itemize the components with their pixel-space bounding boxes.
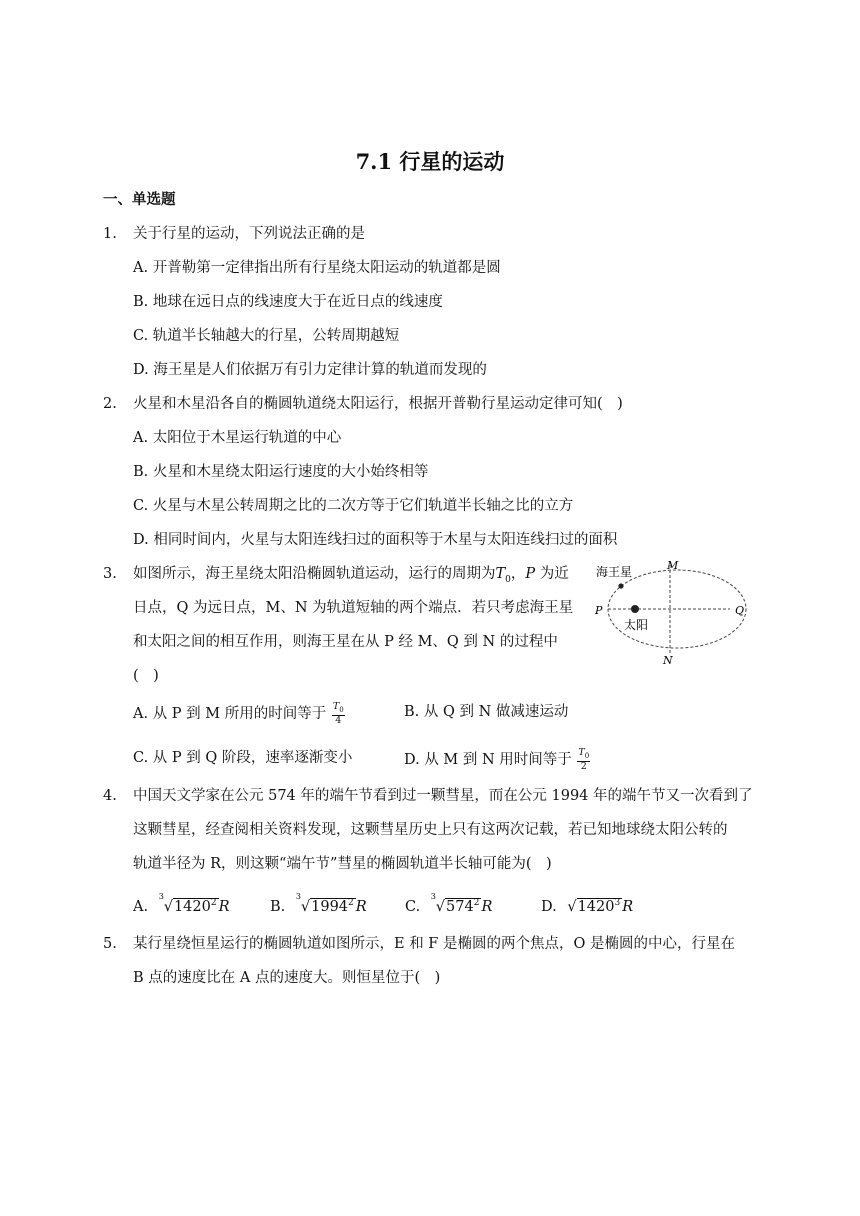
q3-option-a <box>133 702 345 726</box>
q5-line-1: 某行星绕恒星运行的椭圆轨道如图所示，E 和 F 是椭圆的两个焦点，O 是椭圆的中心，行星在 <box>133 936 735 952</box>
q3-line-1-text: 如图所示，海王星绕太阳沿椭圆轨道运动，运行的周期为 <box>133 566 496 582</box>
label-p: P <box>595 604 603 617</box>
q4-option-d-label: D. <box>541 898 557 915</box>
q1-option-d: D. 海王星是人们依据万有引力定律计算的轨道而发现的 <box>133 362 487 378</box>
q4-line-2: 这颗彗星，经查阅相关资料发现，这颗彗星历史上只有这两次记载，若已知地球绕太阳公转的 <box>133 822 728 838</box>
q4-line-3: 轨道半径为 R，则这颗“端午节”彗星的椭圆轨道半长轴可能为( ) <box>133 856 552 872</box>
q2-option-d: D. 相同时间内，火星与太阳连线扫过的面积等于木星与太阳连线扫过的面积 <box>133 532 618 548</box>
q4-option-a-label: A. <box>133 898 149 915</box>
q3-option-b: B. 从 Q 到 N 做减速运动 <box>404 704 569 720</box>
q4-option-b: B. 3 √1994$^2$ R <box>270 892 367 915</box>
q3-option-d <box>404 748 590 772</box>
q3-period-symbol: T <box>495 566 506 582</box>
q3-option-d-text: D. 从 M 到 N 用时间等于 <box>404 751 572 768</box>
q3-line-1 <box>133 564 569 590</box>
q3-option-d-fraction: $\frac{T_0}{2}$ <box>578 747 590 772</box>
q1-stem: 关于行星的运动，下列说法正确的是 <box>133 226 365 242</box>
q2-stem: 火星和木星沿各自的椭圆轨道绕太阳运行，根据开普勒行星运动定律可知( ) <box>133 396 623 412</box>
q4-option-b-label: B. <box>270 898 286 915</box>
q3-option-a-fraction: $\frac{T_0}{4}$ <box>332 701 344 726</box>
section-heading: 一、单选题 <box>103 191 176 208</box>
label-m: M <box>667 559 679 572</box>
q5-line-2: B 点的速度比在 A 点的速度大。则恒星位于( ) <box>133 970 441 986</box>
q3-line-4: ( ) <box>133 668 159 684</box>
orbit-diagram <box>590 557 760 665</box>
label-q: Q <box>735 604 745 617</box>
q1-option-b: B. 地球在远日点的线速度大于在近日点的线速度 <box>133 294 443 310</box>
q3-option-a-text: A. 从 P 到 M 所用的时间等于 <box>133 705 327 722</box>
neptune-dot <box>618 583 623 588</box>
q3-point-p: P <box>525 566 536 582</box>
q3-number: 3. <box>103 566 117 582</box>
q3-line-3: 和太阳之间的相互作用，则海王星在从 P 经 M、Q 到 N 的过程中 <box>133 634 558 650</box>
q1-number: 1. <box>103 226 117 242</box>
q2-number: 2. <box>103 396 117 412</box>
sun-dot <box>631 605 639 613</box>
q4-option-d: D. √1420$^3$ R <box>541 898 634 915</box>
q4-line-1: 中国天文学家在公元 574 年的端午节看到过一颗彗星，而在公元 1994 年的端午节又一次看到了 <box>133 788 753 804</box>
q3-comma: ， <box>510 566 526 582</box>
q4-option-a: A. 3 √1420$^2$ R <box>133 892 230 915</box>
q4-number: 4. <box>103 788 117 804</box>
q3-option-c: C. 从 P 到 Q 阶段，速率逐渐变小 <box>133 750 353 766</box>
q5-number: 5. <box>103 936 117 952</box>
label-neptune: 海王星 <box>596 565 633 579</box>
q4-option-c-label: C. <box>405 898 421 915</box>
q1-option-c: C. 轨道半长轴越大的行星，公转周期越短 <box>133 328 400 344</box>
q2-option-a: A. 太阳位于木星运行轨道的中心 <box>133 430 342 446</box>
label-n: N <box>663 654 673 665</box>
q2-option-c: C. 火星与木星公转周期之比的二次方等于它们轨道半长轴之比的立方 <box>133 498 574 514</box>
page-title: 7.1 行星的运动 <box>355 149 505 174</box>
q3-period-subscript: 0 <box>505 574 511 585</box>
q2-option-b: B. 火星和木星绕太阳运行速度的大小始终相等 <box>133 464 429 480</box>
q4-option-c: C. 3 $√574^2$ R <box>405 892 493 915</box>
q1-option-a: A. 开普勒第一定律指出所有行星绕太阳运动的轨道都是圆 <box>133 260 501 276</box>
q3-line-1-end: 为近 <box>535 566 569 582</box>
q3-line-2: 日点，Q 为远日点，M、N 为轨道短轴的两个端点．若只考虑海王星 <box>133 600 574 616</box>
label-sun: 太阳 <box>624 618 649 632</box>
